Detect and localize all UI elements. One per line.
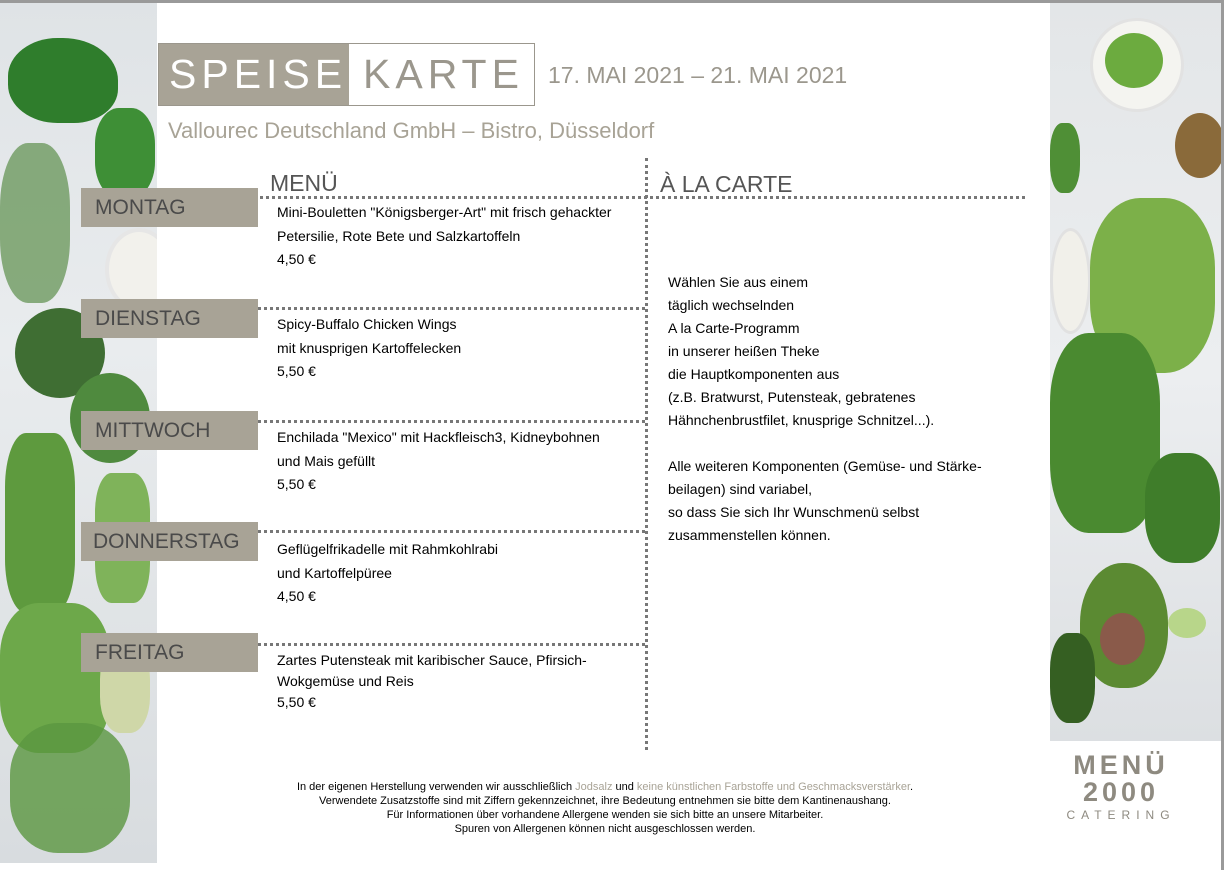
dish-line: und Kartoffelpüree	[277, 564, 392, 581]
logo-line-2: 2000	[1082, 777, 1160, 807]
alacarte-line: (z.B. Bratwurst, Putensteak, gebratenes	[668, 389, 916, 405]
footer-line-4: Spuren von Allergenen können nicht ausgeschlossen werden.	[454, 823, 756, 835]
allergen-footer	[160, 780, 1050, 836]
logo-line-3: CATERING	[1066, 808, 1176, 822]
dish-price: 5,50 €	[277, 694, 316, 710]
footer-highlight: keine künstlichen Farbstoffe und Geschmacksverstärker	[636, 781, 910, 793]
alacarte-paragraph-1	[668, 271, 1028, 432]
dish-line: Enchilada "Mexico" mit Hackfleisch3, Kidneybohnen	[277, 429, 600, 445]
alacarte-line: täglich wechselnden	[668, 297, 795, 313]
speisekarte-title	[158, 43, 535, 106]
dish-mittwoch	[277, 426, 637, 497]
day-label-donnerstag: DONNERSTAG	[81, 522, 258, 561]
dish-montag	[277, 201, 637, 272]
dish-donnerstag	[277, 538, 637, 609]
dish-price: 5,50 €	[277, 363, 316, 379]
dish-line: Spicy-Buffalo Chicken Wings	[277, 316, 457, 332]
alacarte-line: so dass Sie sich Ihr Wunschmenü selbst	[668, 504, 920, 520]
row-separator	[235, 420, 645, 423]
day-label-freitag: FREITAG	[81, 633, 258, 672]
title-part1: SPEISE	[159, 44, 349, 105]
menu-column-heading: MENÜ	[270, 170, 338, 196]
footer-text: In der eigenen Herstellung verwenden wir ausschließlich	[296, 781, 576, 793]
row-separator	[235, 307, 645, 310]
dish-line: Zartes Putensteak mit karibischer Sauce, Pfirsich-	[277, 652, 587, 668]
dish-dienstag	[277, 313, 637, 384]
row-separator	[235, 643, 645, 646]
footer-text: und	[612, 781, 637, 793]
alacarte-line: Alle weiteren Komponenten (Gemüse- und Stärke-	[668, 458, 982, 474]
footer-line-2: Verwendete Zusatzstoffe sind mit Ziffern gekennzeichnet, ihre Bedeutung entnehmen sie bitte dem Kantinenaushang.	[319, 795, 891, 807]
header-separator	[235, 196, 1025, 199]
alacarte-paragraph-2	[668, 455, 1028, 547]
alacarte-line: zusammenstellen können.	[668, 527, 831, 543]
day-label-montag: MONTAG	[81, 188, 258, 227]
footer-text: .	[910, 781, 914, 793]
alacarte-line: die Hauptkomponenten aus	[668, 366, 840, 382]
alacarte-line: A la Carte-Programm	[668, 320, 800, 336]
alacarte-line: Wählen Sie aus einem	[668, 274, 809, 290]
dish-line: Mini-Bouletten "Königsberger-Art" mit frisch gehackter	[277, 204, 612, 220]
dish-freitag	[277, 650, 637, 713]
right-vegetable-photo	[1050, 3, 1221, 741]
day-label-mittwoch: MITTWOCH	[81, 411, 258, 450]
logo-line-1: MENÜ	[1073, 750, 1169, 780]
column-separator	[645, 158, 648, 750]
footer-line-1	[160, 780, 1050, 794]
dish-line: mit knusprigen Kartoffelecken	[277, 339, 462, 356]
dish-price: 4,50 €	[277, 251, 316, 267]
alacarte-line: Hähnchenbrustfilet, knusprige Schnitzel...).	[668, 412, 935, 428]
alacarte-line: beilagen) sind variabel,	[668, 481, 812, 497]
dish-line: und Mais gefüllt	[277, 452, 376, 469]
title-part2: KARTE	[363, 51, 524, 97]
dish-price: 4,50 €	[277, 588, 316, 604]
alacarte-column-heading: À LA CARTE	[660, 171, 793, 197]
company-name: Vallourec Deutschland GmbH – Bistro, Düsseldorf	[168, 118, 655, 143]
alacarte-description	[668, 271, 1028, 570]
alacarte-line: in unserer heißen Theke	[668, 343, 820, 359]
footer-highlight: Jodsalz	[575, 781, 613, 793]
footer-line-3: Für Informationen über vorhandene Allergene wenden sie sich bitte an unsere Mitarbeiter.	[386, 809, 824, 821]
dish-price: 5,50 €	[277, 476, 316, 492]
dish-line: Petersilie, Rote Bete und Salzkartoffeln	[277, 227, 521, 244]
dish-line: Wokgemüse und Reis	[277, 673, 414, 689]
dish-line: Geflügelfrikadelle mit Rahmkohlrabi	[277, 541, 498, 557]
date-range: 17. MAI 2021 – 21. MAI 2021	[548, 62, 848, 88]
menu2000-logo	[1058, 752, 1184, 822]
day-label-dienstag: DIENSTAG	[81, 299, 258, 338]
row-separator	[235, 530, 645, 533]
